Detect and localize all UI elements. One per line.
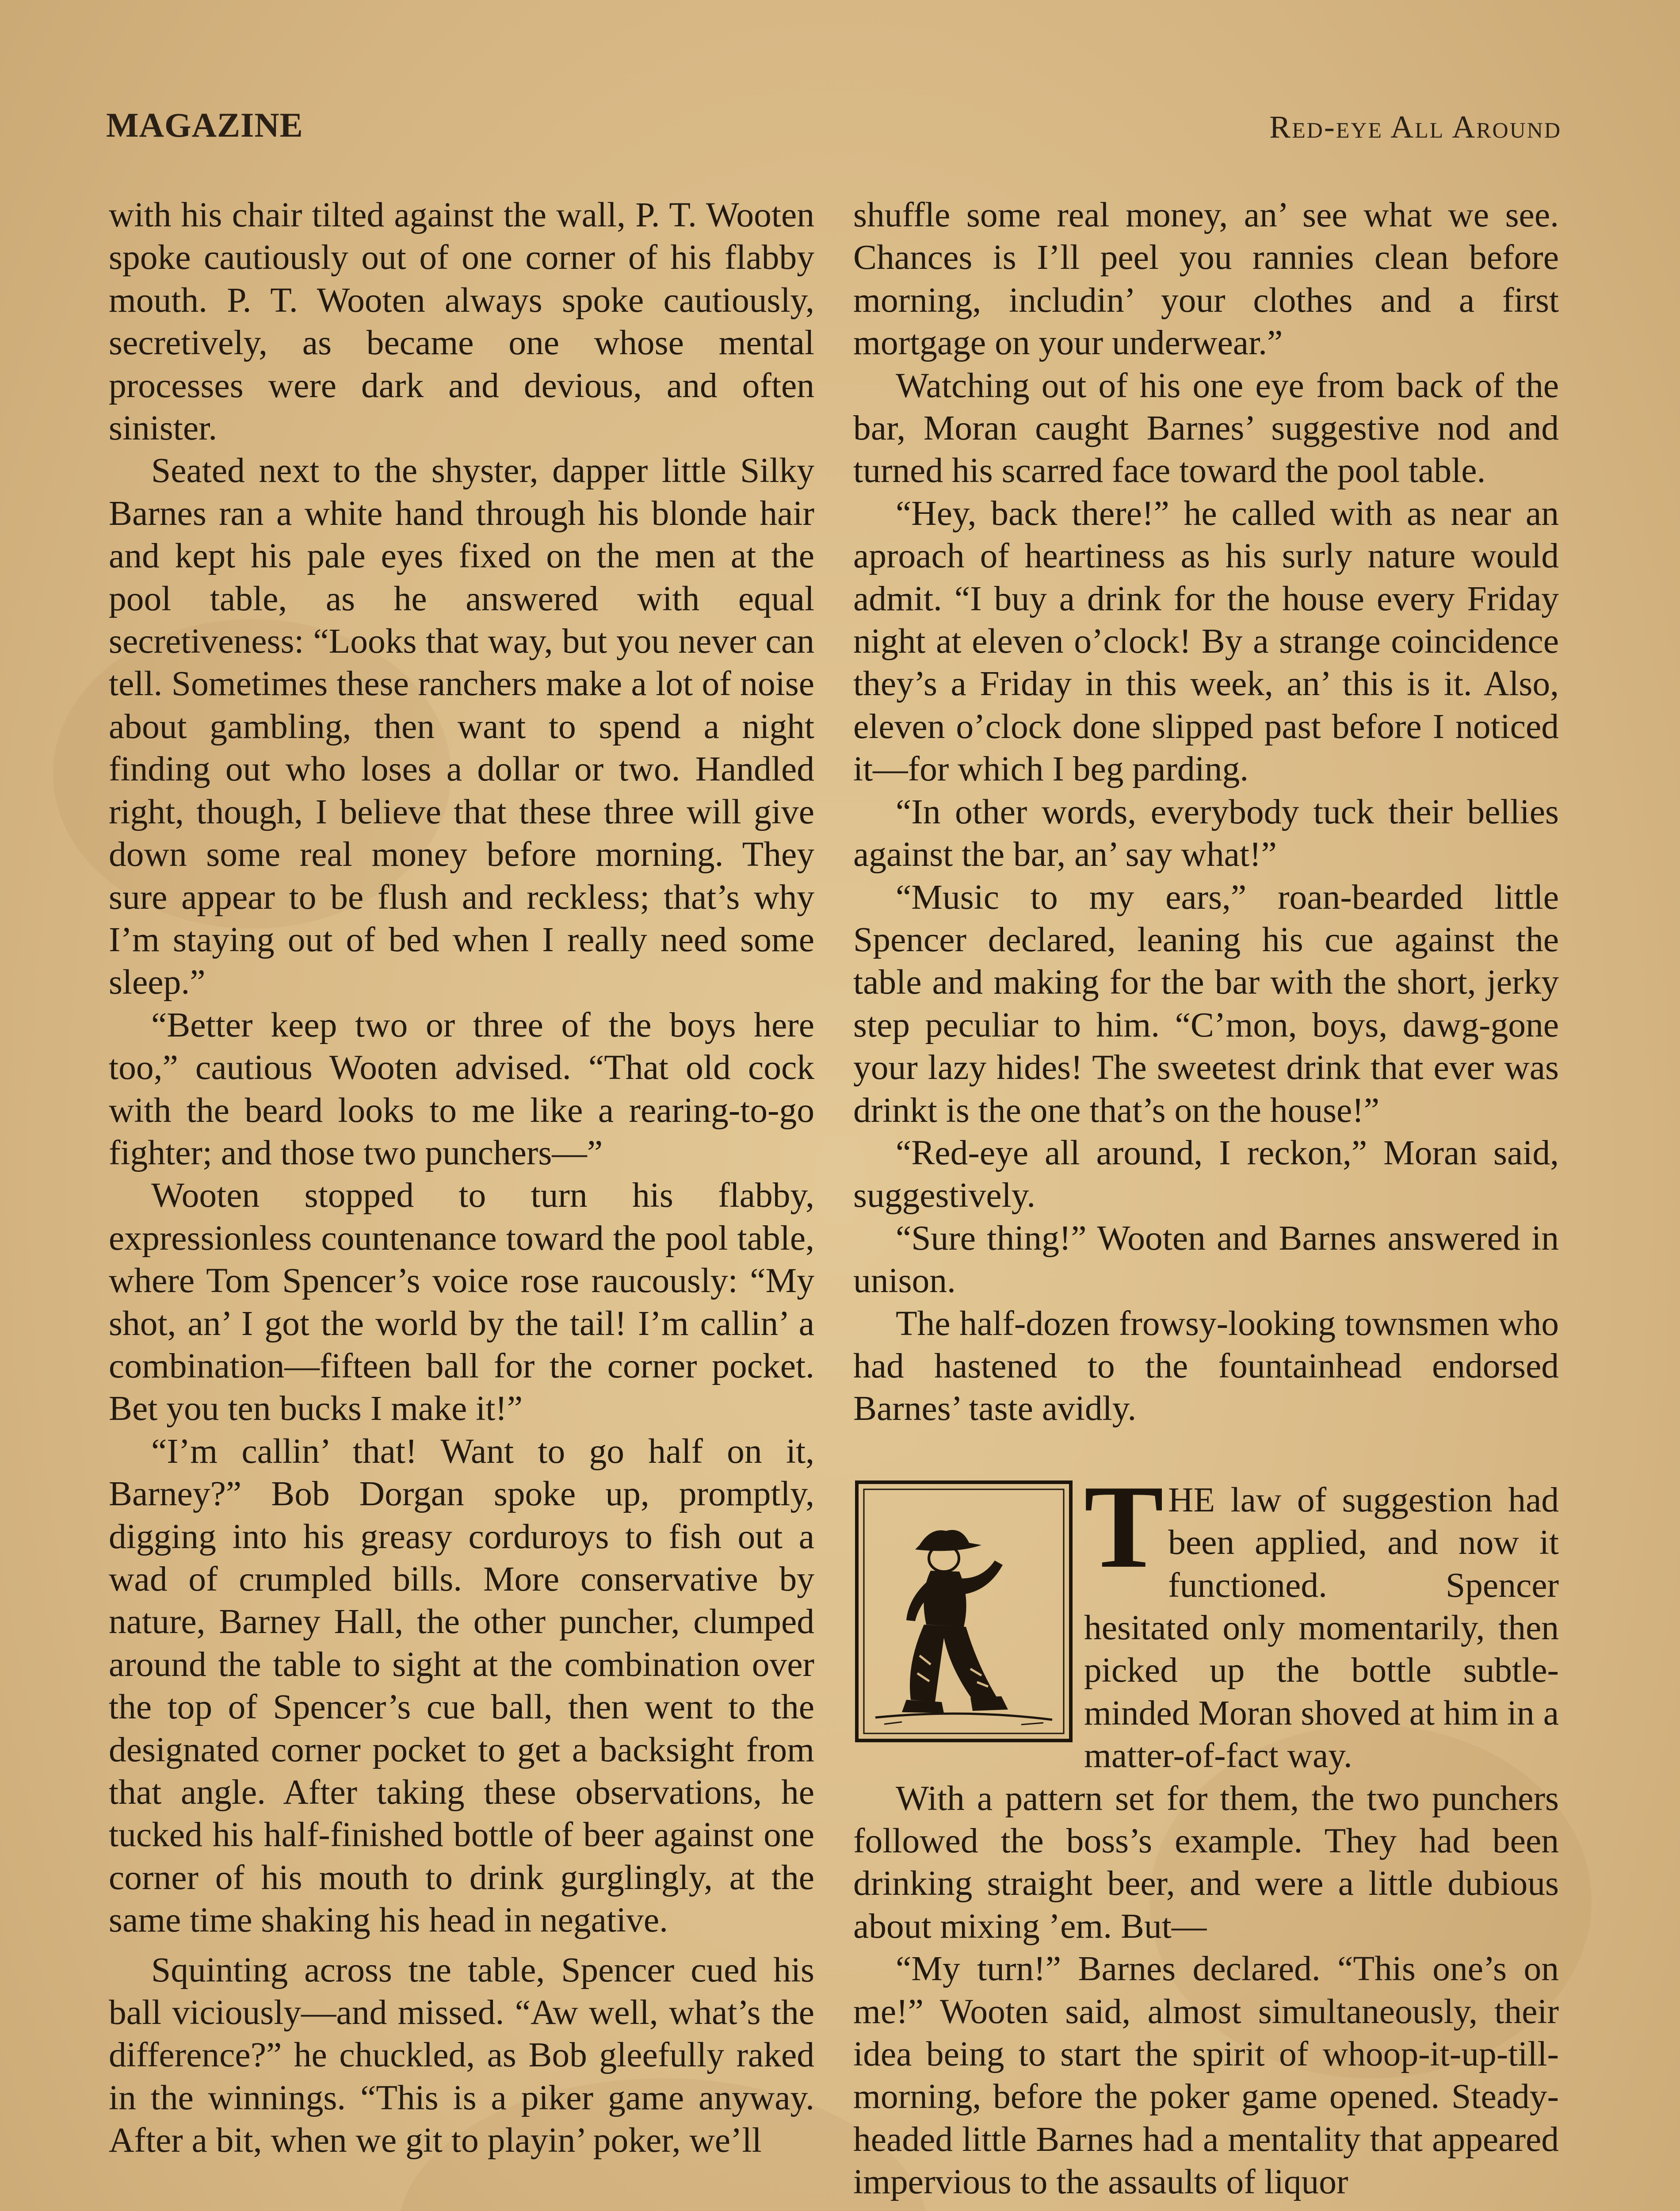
dropcap-letter: T <box>1084 1460 1164 1593</box>
paragraph: “Red-eye all around, I reckon,” Moran said, suggestively. <box>853 1133 1559 1215</box>
dropcap-text: HE law of suggestion had been applied, and now it functioned. Spencer hesitated only momentarily, then picked up the bottle subtle-minded Moran shoved at him in a matter-of-fact way. <box>1084 1480 1559 1775</box>
paragraph: The half-dozen frowsy-looking townsmen who had hastened to the fountainhead endorsed Barnes’ taste avidly. <box>853 1304 1559 1428</box>
running-head-right: Red-eye All Around <box>1269 109 1562 145</box>
paragraph: Watching out of his one eye from back of the bar, Moran caught Barnes’ suggestive nod and turned his scarred face toward the pool table. <box>853 366 1559 490</box>
paragraph: “My turn!” Barnes declared. “This one’s on me!” Wooten said, almost simultaneously, their idea being to start the spirit of whoop-it-up-till-morning, before the poker game opened. Steady-headed little Barnes had a mentality that appeared impervious to the assaults of liquor <box>853 1949 1559 2202</box>
paragraph: Wooten stopped to turn his flabby, expressionless countenance toward the pool table, where Tom Spencer’s voice rose raucously: “My shot, an’ I got the world by the tail! I’m callin’ a combination—fifteen ball for the corner pocket. Bet you ten bucks I make it!” <box>109 1176 814 1428</box>
paragraph: shuffle some real money, an’ see what we see. Chances is I’ll peel you rannies clean before morning, includin’ your clothes and a first mortgage on your underwear.” <box>853 195 1559 363</box>
running-head-left: MAGAZINE <box>106 106 303 144</box>
paragraph: “Sure thing!” Wooten and Barnes answered in unison. <box>853 1218 1559 1301</box>
paragraph: Squinting across tne table, Spencer cued his ball viciously—and missed. “Aw well, what’s the difference?” he chuckled, as Bob gleefully raked in the winnings. “This is a piker game anyway. After a bit, when we git to playin’ poker, we’ll <box>109 1950 814 2160</box>
right-column <box>853 194 1559 2211</box>
left-column <box>109 194 814 2211</box>
paragraph: “Better keep two or three of the boys here too,” cautious Wooten advised. “That old cock with the beard looks to me like a rearing-to-go fighter; and those two punchers—” <box>109 1005 814 1172</box>
paragraph: With a pattern set for them, the two punchers followed the boss’s example. They had been drinking straight beer, and were a little dubious about mixing ’em. But— <box>853 1779 1559 1946</box>
paragraph: “Music to my ears,” roan-bearded little Spencer declared, leaning his cue against the table and making for the bar with the short, jerky step peculiar to him. “C’mon, boys, dawg-gone your lazy hides! The sweetest drink that ever was drinkt is the one that’s on the house!” <box>853 877 1559 1130</box>
paragraph: with his chair tilted against the wall, P. T. Wooten spoke cautiously out of one corner of his flabby mouth. P. T. Wooten always spoke cautiously, secretively, as became one whose mental processes were dark and devious, and often sinister. <box>109 195 814 448</box>
paragraph: “Hey, back there!” he called with as near an aproach of heartiness as his surly nature would admit. “I buy a drink for the house every Friday night at eleven o’clock! By a strange coincidence they’s a Friday in this week, an’ this is it. Also, eleven o’clock done slipped past before I noticed it—for which I beg parding. <box>853 493 1559 789</box>
section-opening <box>853 1460 1559 1777</box>
paragraph: “In other words, everybody tuck their bellies against the bar, an’ say what!” <box>853 792 1559 874</box>
paragraph: Seated next to the shyster, dapper little Silky Barnes ran a white hand through his blonde hair and kept his pale eyes fixed on the men at the pool table, as he answered with equal secretiveness: “Looks that way, but you never can tell. Sometimes these ranchers make a lot of noise about gambling, then want to spend a night finding out who loses a dollar or two. Handled right, though, I believe that these three will give down some real money before morning. They sure appear to be flush and reckless; that’s why I’m staying out of bed when I really need some sleep.” <box>109 451 814 1002</box>
paragraph: “I’m callin’ that! Want to go half on it, Barney?” Bob Dorgan spoke up, promptly, digging into his greasy corduroys to fish out a wad of crumpled bills. More conservative by nature, Barney Hall, the other puncher, clumped around the table to sight at the combination over the top of Spencer’s cue ball, then went to the designated corner pocket to get a backsight from that angle. After taking these observations, he tucked his half-finished bottle of beer against one corner of his mouth to drink gurglingly, at the same time shaking his head in negative. <box>109 1431 814 1940</box>
cowboy-illustration <box>853 1479 1074 1744</box>
